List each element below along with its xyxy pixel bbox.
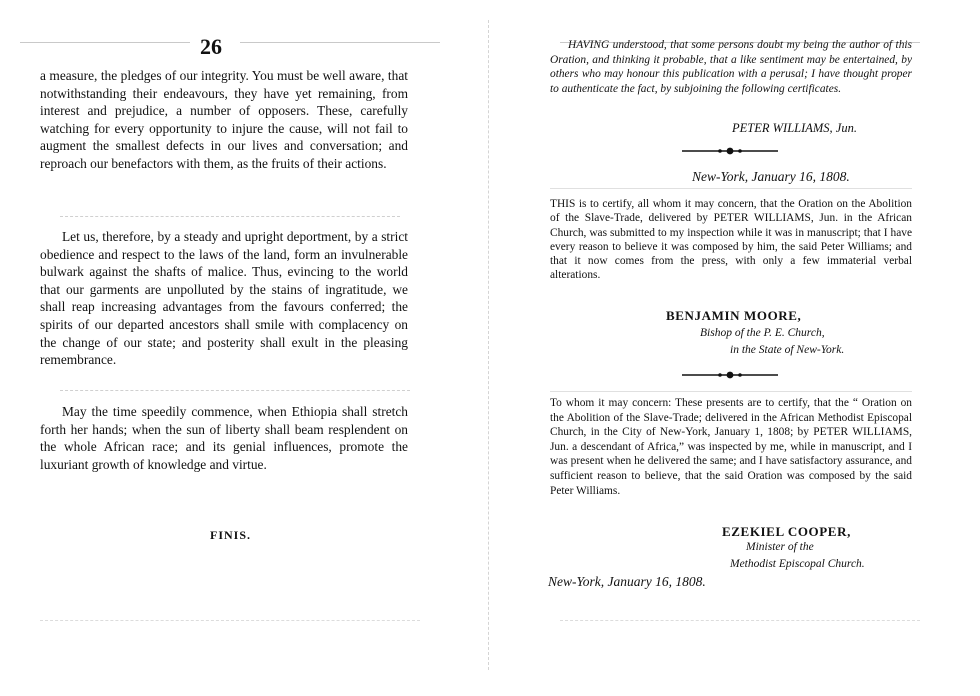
certificate-1: THIS is to certify, all whom it may concern, that the Oration on the Abolition of the Slave-Trade, delivered by PETER WILLIAMS, Jun. in the African Church, was submitted to my inspection while it was in manuscript; that I have every reason to believe it was composed by him, the said Peter Williams; and that it now comes from the press, with only a few immaterial verbal alterations. (550, 198, 912, 282)
page-number: 26 (200, 34, 222, 59)
divider (560, 620, 920, 621)
finis: FINIS. (210, 528, 252, 542)
signer-2-name: EZEKIEL COOPER, (722, 524, 851, 539)
paragraph-2-text: Let us, therefore, by a steady and upright deportment, by a strict obedience and respect to the laws of the land, form an invulnerable bulwark against the shafts of malice. Thus, evincing to the world that our garments are unpolluted by the stains of ingratitude, we shall reap increasing advantages from the favours conferred; the spirits of our departed ancestors shall smile with complacency on the change of our state; and posterity shall exult in the pleasing remembrance. (40, 229, 408, 368)
header-rule (240, 42, 440, 43)
signer-1-name: BENJAMIN MOORE, (666, 308, 802, 323)
divider (60, 216, 400, 217)
authorship-notice: HAVING understood, that some persons doubt my being the author of this Oration, and thinking it probable, that a like sentiment may be entertained, by others who may honour this publication with a perusal; I have thought proper to authenticate the fact, by subjoining the following certificates. (550, 39, 912, 95)
date-2: New-York, January 16, 1808. (548, 574, 706, 589)
paragraph (40, 67, 408, 173)
divider (40, 620, 420, 621)
paragraph-3-text: May the time speedily commence, when Ethiopia shall stretch forth her hands; when the sun of liberty shall beam resplendent on the whole African race; and its genial influences, promote the luxuriant growth of knowledge and virtue. (40, 404, 408, 472)
gutter-line (488, 20, 489, 670)
signer-2-title: Methodist Episcopal Church. (730, 558, 865, 570)
divider (550, 188, 912, 189)
signer-1-title: in the State of New-York. (730, 344, 845, 356)
certificate-2: To whom it may concern: These presents are to certify, that the “ Oration on the Abolition of the Slave-Trade; delivered in the African Methodist Episcopal Church, in the City of New-York, January 1, 1808; by PETER WILLIAMS, Jun. a descendant of Africa,” was inspected by me, while in manuscript, and I was present when he delivered the same; and I have satisfactory assurance, and sufficient reason to believe, that the said Oration was composed by the said Peter Williams. (550, 397, 912, 497)
paragraph (40, 228, 408, 369)
ornament (680, 146, 780, 156)
signer-2-title: Minister of the (746, 541, 814, 553)
signer-1-title: Bishop of the P. E. Church, (700, 327, 825, 339)
date-1: New-York, January 16, 1808. (692, 169, 850, 184)
header-rule (20, 42, 190, 43)
divider (550, 391, 912, 392)
paragraph (40, 403, 408, 473)
notice-signature: PETER WILLIAMS, Jun. (732, 121, 857, 135)
ornament (680, 370, 780, 380)
divider (60, 390, 410, 391)
paragraph-1-text: a measure, the pledges of our integrity. You must be well aware, that notwithstanding their endeavours, they have yet remaining, from interest and prejudice, a number of opposers. These, carefully watching for every opportunity to injure the cause, will not fail to augment the smallest defects in our lives and conversation; and reproach our benefactors with them, as the fruits of their actions. (40, 68, 408, 171)
